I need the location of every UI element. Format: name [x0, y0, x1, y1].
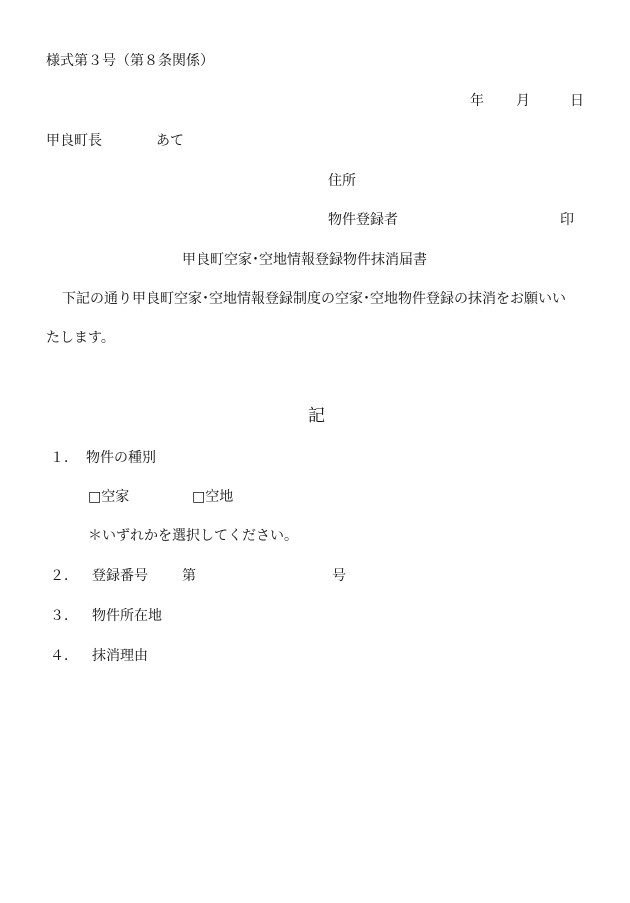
item2-number: ２． [50, 568, 78, 584]
document-title: 甲良町空家･空地情報登録物件抹消届書 [182, 252, 427, 268]
item2-prefix: 第 [182, 568, 196, 584]
form-number: 様式第３号（第８条関係） [46, 53, 214, 69]
selection-note: ＊いずれかを選択してください。 [88, 528, 298, 544]
date-month: 月 [516, 93, 530, 109]
item3-label: 物件所在地 [92, 608, 162, 624]
ki-heading: 記 [308, 406, 325, 426]
item4-number: ４． [50, 648, 78, 664]
date-year: 年 [470, 93, 484, 109]
item4-label: 抹消理由 [92, 648, 148, 664]
date-day: 日 [570, 93, 584, 109]
seal-mark: 印 [560, 212, 574, 228]
option-akichi: □空地 [192, 489, 234, 505]
item1-label: 物件の種別 [86, 450, 156, 466]
body-line-1: 下記の通り甲良町空家･空地情報登録制度の空家･空地物件登録の抹消をお願いい [62, 291, 566, 307]
item2-suffix: 号 [332, 568, 346, 584]
body-line-2: たします。 [46, 330, 115, 346]
item2-label: 登録番号 [92, 568, 148, 584]
addressee-suffix: あて [156, 133, 184, 149]
item1-number: １． [50, 450, 78, 466]
addressee-name: 甲良町長 [46, 133, 102, 149]
item3-number: ３． [50, 608, 78, 624]
option-akiya: □空家 [88, 489, 130, 505]
registrant-label: 物件登録者 [328, 212, 398, 228]
address-label: 住所 [328, 173, 356, 189]
